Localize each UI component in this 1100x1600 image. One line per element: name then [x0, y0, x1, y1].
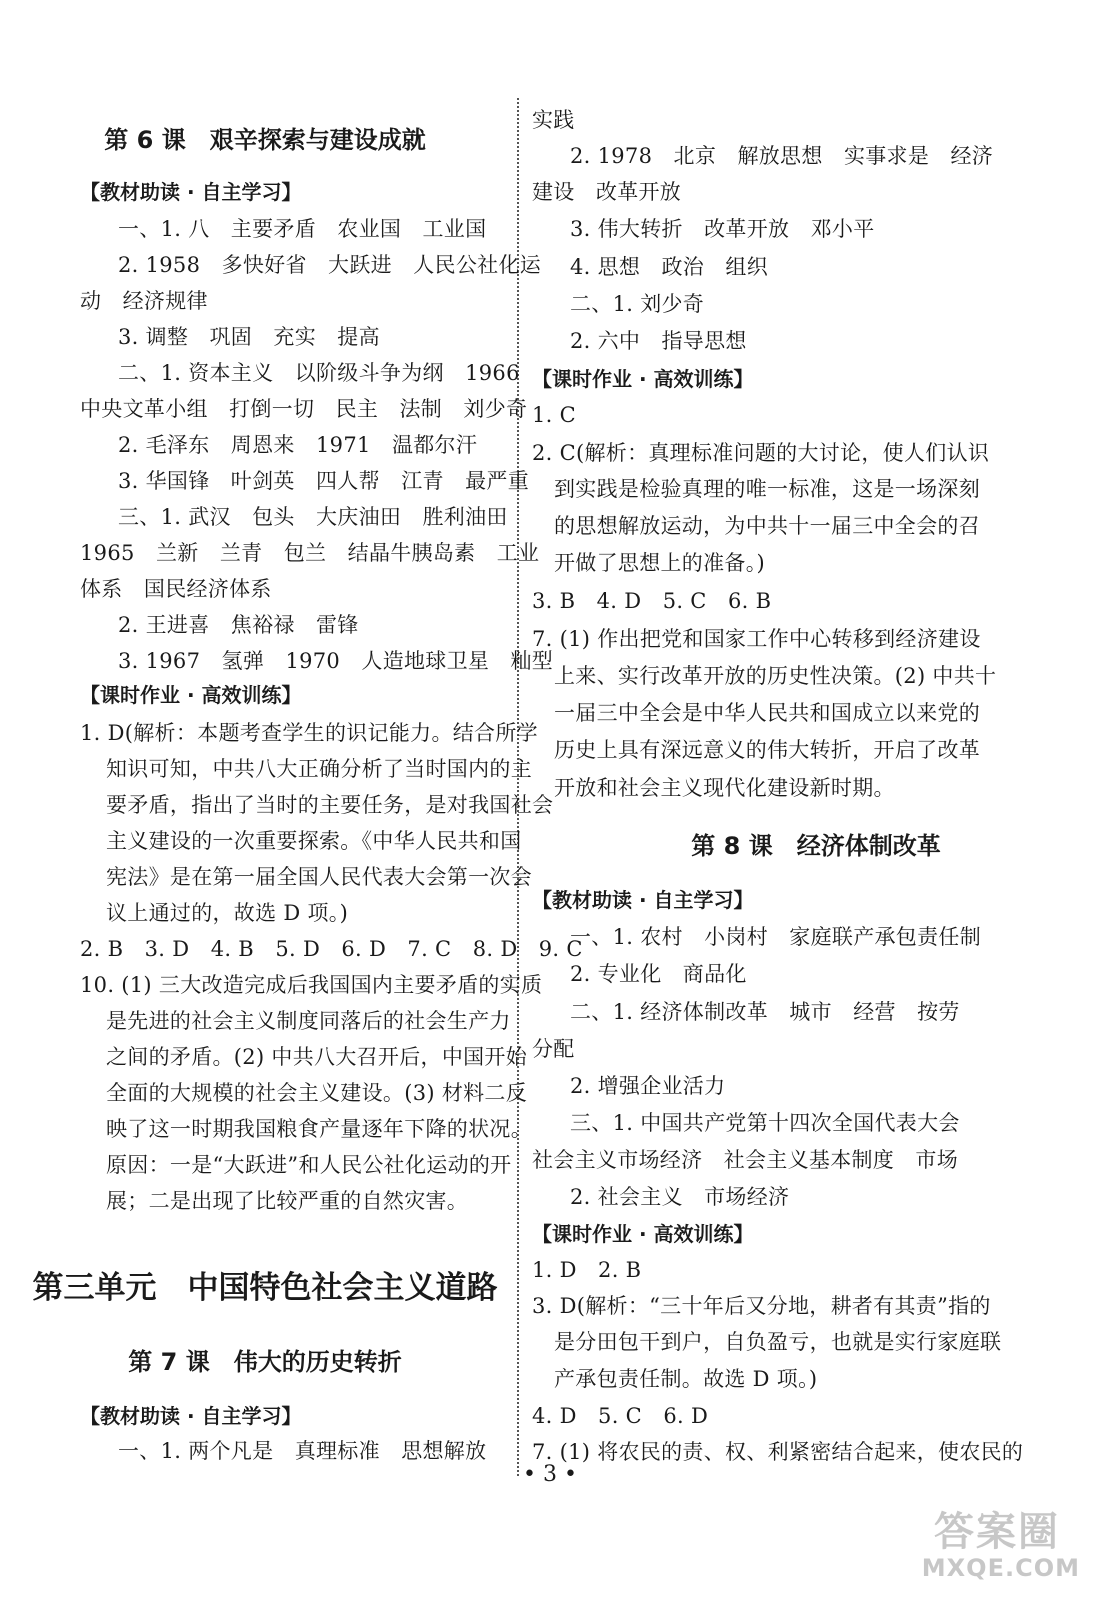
text-line: 3. 1967 氢弹 1970 人造地球卫星 籼型: [118, 649, 554, 673]
lesson-8-title: 第 8 课 经济体制改革: [691, 832, 941, 860]
section-heading-study: 【教材助读 · 自主学习】: [532, 888, 754, 912]
text-line: 7. (1) 作出把党和国家工作中心转移到经济建设: [532, 627, 981, 651]
text-line: 2. 1958 多快好省 大跃进 人民公社化运: [118, 253, 542, 277]
text-line: 1. D(解析：本题考查学生的识记能力。结合所学: [80, 721, 538, 745]
text-line: 1. C: [532, 403, 576, 427]
text-line: 上来、实行改革开放的历史性决策。(2) 中共十: [554, 664, 997, 688]
text-line: 二、1. 刘少奇: [570, 292, 705, 316]
text-line: 知识可知，中共八大正确分析了当时国内的主: [106, 757, 532, 781]
watermark-text: 答案圈: [934, 1509, 1060, 1555]
text-line: 2. 社会主义 市场经济: [570, 1185, 790, 1209]
text-line: 中央文革小组 打倒一切 民主 法制 刘少奇: [80, 397, 528, 421]
text-line: 2. B 3. D 4. B 5. D 6. D 7. C 8. D 9. C: [80, 937, 583, 961]
section-heading-study: 【教材助读 · 自主学习】: [80, 1404, 302, 1428]
text-line: 历史上具有深远意义的伟大转折，开启了改革: [554, 738, 980, 762]
text-line: 体系 国民经济体系: [80, 577, 272, 601]
text-line: 4. D 5. C 6. D: [532, 1404, 709, 1428]
text-line: 建设 改革开放: [532, 180, 682, 204]
text-line: 社会主义市场经济 社会主义基本制度 市场: [532, 1148, 958, 1172]
text-line: 之间的矛盾。(2) 中共八大召开后，中国开始: [106, 1045, 528, 1069]
text-line: 10. (1) 三大改造完成后我国国内主要矛盾的实质: [80, 973, 543, 997]
text-line: 2. 六中 指导思想: [570, 329, 747, 353]
text-line: 产承包责任制。故选 D 项。): [554, 1367, 818, 1391]
text-line: 主义建设的一次重要探索。《中华人民共和国: [106, 829, 522, 853]
text-line: 3. B 4. D 5. C 6. B: [532, 589, 772, 613]
lesson-6-title: 第 6 课 艰辛探索与建设成就: [104, 126, 426, 154]
lesson-7-title: 第 7 课 伟大的历史转折: [128, 1348, 402, 1376]
text-line: 到实践是检验真理的唯一标准，这是一场深刻: [554, 477, 980, 501]
text-line: 一、1. 两个凡是 真理标准 思想解放: [118, 1439, 487, 1463]
text-line: 动 经济规律: [80, 289, 208, 313]
text-line: 二、1. 资本主义 以阶级斗争为纲 1966: [118, 361, 520, 385]
section-heading-exercise: 【课时作业 · 高效训练】: [80, 683, 302, 707]
text-line: 2. 毛泽东 周恩来 1971 温都尔汗: [118, 433, 478, 457]
section-heading-study: 【教材助读 · 自主学习】: [80, 180, 302, 204]
section-heading-exercise: 【课时作业 · 高效训练】: [532, 1222, 754, 1246]
text-line: 2. 增强企业活力: [570, 1074, 726, 1098]
watermark-logo: [920, 1500, 1080, 1582]
text-line: 展；二是出现了比较严重的自然灾害。: [106, 1189, 469, 1213]
text-line: 3. 华国锋 叶剑英 四人帮 江青 最严重: [118, 469, 530, 493]
text-line: 要矛盾，指出了当时的主要任务，是对我国社会: [106, 793, 554, 817]
text-line: 7. (1) 将农民的责、权、利紧密结合起来，使农民的: [532, 1440, 1024, 1464]
text-line: 4. 思想 政治 组织: [570, 255, 769, 279]
text-line: 2. 1978 北京 解放思想 实事求是 经济: [570, 144, 994, 168]
text-line: 2. 专业化 商品化: [570, 962, 747, 986]
text-line: 2. C(解析：真理标准问题的大讨论，使人们认识: [532, 441, 990, 465]
text-line: 1. D 2. B: [532, 1258, 642, 1282]
text-line: 宪法》是在第一届全国人民代表大会第一次会: [106, 865, 532, 889]
text-line: 实践: [532, 108, 575, 132]
text-line: 三、1. 中国共产党第十四次全国代表大会: [570, 1111, 960, 1135]
text-line: 是先进的社会主义制度同落后的社会生产力: [106, 1009, 511, 1033]
text-line: 三、1. 武汉 包头 大庆油田 胜利油田: [118, 505, 508, 529]
text-line: 的思想解放运动，为中共十一届三中全会的召: [554, 514, 980, 538]
page-number: • 3 •: [523, 1462, 577, 1487]
text-line: 1965 兰新 兰青 包兰 结晶牛胰岛素 工业: [80, 541, 540, 565]
unit-3-title: 第三单元 中国特色社会主义道路: [32, 1270, 498, 1306]
text-line: 3. 伟大转折 改革开放 邓小平: [570, 217, 875, 241]
text-line: 映了这一时期我国粮食产量逐年下降的状况。: [106, 1117, 532, 1141]
text-line: 2. 王进喜 焦裕禄 雷锋: [118, 613, 359, 637]
text-line: 分配: [532, 1037, 575, 1061]
text-line: 开做了思想上的准备。): [554, 551, 765, 575]
watermark-url: MXQE.COM: [921, 1554, 1080, 1582]
text-line: 3. 调整 巩固 充实 提高: [118, 325, 380, 349]
text-line: 一、1. 八 主要矛盾 农业国 工业国: [118, 217, 487, 241]
text-line: 二、1. 经济体制改革 城市 经营 按劳: [570, 1000, 960, 1024]
text-line: 开放和社会主义现代化建设新时期。: [554, 776, 895, 800]
text-line: 3. D(解析：“三十年后又分地，耕者有其责”指的: [532, 1294, 991, 1318]
text-line: 全面的大规模的社会主义建设。(3) 材料二反: [106, 1081, 528, 1105]
text-line: 一、1. 农村 小岗村 家庭联产承包责任制: [570, 925, 982, 949]
text-line: 议上通过的，故选 D 项。): [106, 901, 349, 925]
text-line: 是分田包干到户，自负盈亏，也就是实行家庭联: [554, 1330, 1002, 1354]
text-line: 一届三中全会是中华人民共和国成立以来党的: [554, 701, 980, 725]
section-heading-exercise: 【课时作业 · 高效训练】: [532, 367, 754, 391]
text-line: 原因：一是“大跃进”和人民公社化运动的开: [106, 1153, 512, 1177]
